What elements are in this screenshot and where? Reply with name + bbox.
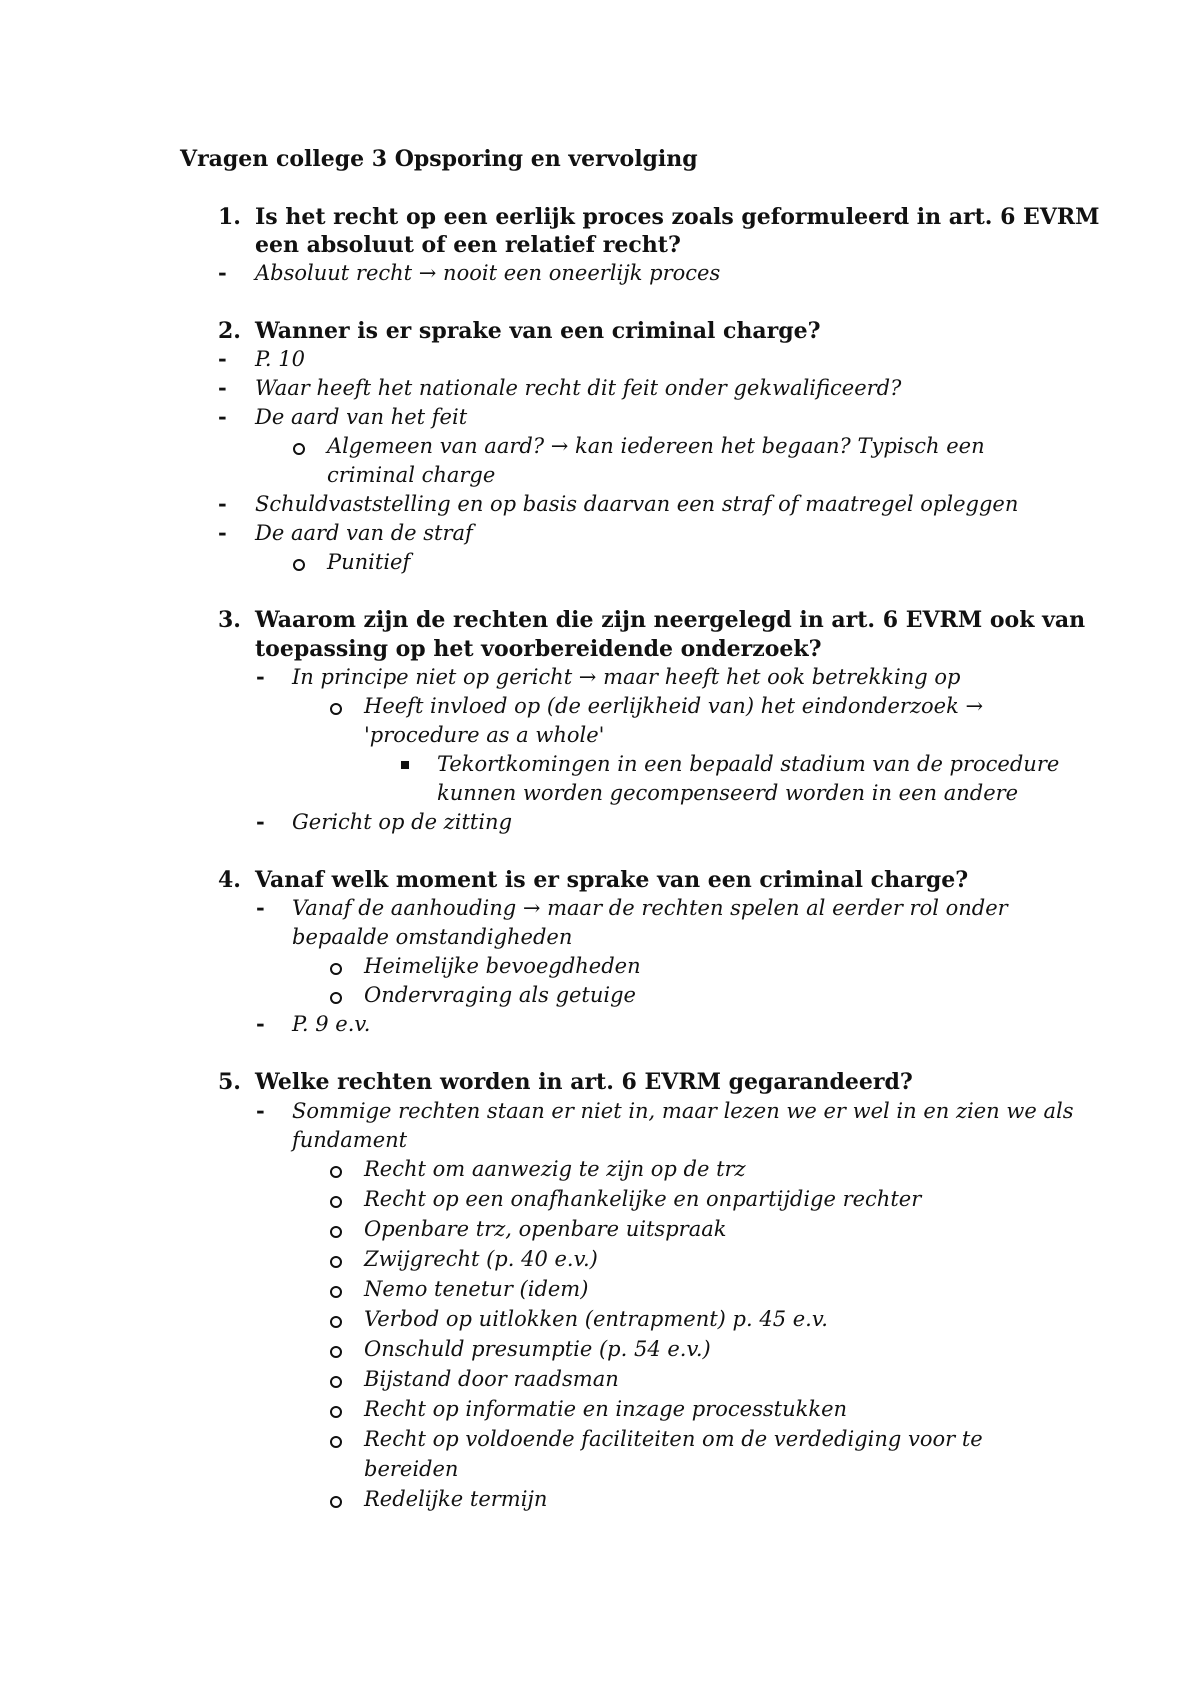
answer-text: bereiden xyxy=(364,1457,459,1481)
question-text: Wanner is er sprake van een criminal charge? xyxy=(255,318,821,344)
circle-bullet-icon xyxy=(330,963,342,975)
answer-text: De aard van de straf xyxy=(255,521,473,545)
circle-bullet-icon xyxy=(330,1226,342,1238)
square-bullet-icon xyxy=(401,761,409,769)
question-number: 3. xyxy=(218,607,241,633)
question-number: 5. xyxy=(218,1069,241,1095)
question-text: Waarom zijn de rechten die zijn neergelegd in art. 6 EVRM ook van xyxy=(255,607,1086,633)
circle-bullet-icon xyxy=(330,1346,342,1358)
circle-bullet-icon xyxy=(330,1376,342,1388)
answer-text: Nemo tenetur (idem) xyxy=(364,1277,589,1301)
circle-bullet-icon xyxy=(330,1496,342,1508)
answer-text: criminal charge xyxy=(327,463,496,487)
dash-bullet: - xyxy=(256,664,265,689)
dash-bullet: - xyxy=(218,346,227,371)
circle-bullet-icon xyxy=(330,703,342,715)
dash-bullet: - xyxy=(256,1098,265,1123)
answer-text: Recht op informatie en inzage processtukken xyxy=(364,1397,848,1421)
answer-text: Zwijgrecht (p. 40 e.v.) xyxy=(364,1247,598,1271)
answer-text: Vanaf de aanhouding → maar de rechten spelen al eerder rol onder xyxy=(292,896,1008,920)
answer-text: Heeft invloed op (de eerlijkheid van) het eindonderzoek → xyxy=(364,694,984,718)
question-number: 4. xyxy=(218,867,241,893)
circle-bullet-icon xyxy=(330,1406,342,1418)
circle-bullet-icon xyxy=(330,1196,342,1208)
circle-bullet-icon xyxy=(330,992,342,1004)
question-text: toepassing op het voorbereidende onderzoek? xyxy=(255,636,822,662)
dash-bullet: - xyxy=(218,404,227,429)
answer-text: 'procedure as a whole' xyxy=(364,723,605,747)
answer-text: kunnen worden gecompenseerd worden in een andere xyxy=(437,781,1019,805)
answer-text: Punitief xyxy=(327,550,411,574)
dash-bullet: - xyxy=(256,895,265,920)
answer-text: Absoluut recht → nooit een oneerlijk proces xyxy=(255,261,721,285)
dash-bullet: - xyxy=(218,260,227,285)
answer-text: P. 10 xyxy=(255,347,305,371)
answer-text: Gericht op de zitting xyxy=(292,810,513,834)
circle-bullet-icon xyxy=(293,559,305,571)
answer-text: Onschuld presumptie (p. 54 e.v.) xyxy=(364,1337,711,1361)
answer-text: fundament xyxy=(292,1128,408,1152)
dash-bullet: - xyxy=(218,491,227,516)
answer-text: Openbare trz, openbare uitspraak xyxy=(364,1217,727,1241)
answer-text: Algemeen van aard? → kan iedereen het begaan? Typisch een xyxy=(327,434,985,458)
question-text: Vanaf welk moment is er sprake van een criminal charge? xyxy=(255,867,969,893)
answer-text: De aard van het feit xyxy=(255,405,468,429)
answer-text: Ondervraging als getuige xyxy=(364,983,636,1007)
answer-text: Sommige rechten staan er niet in, maar lezen we er wel in en zien we als xyxy=(292,1099,1074,1123)
answer-text: Recht op voldoende faciliteiten om de verdediging voor te xyxy=(364,1427,983,1451)
circle-bullet-icon xyxy=(293,443,305,455)
circle-bullet-icon xyxy=(330,1166,342,1178)
answer-text: Heimelijke bevoegdheden xyxy=(364,954,641,978)
answer-text: Waar heeft het nationale recht dit feit onder gekwalificeerd? xyxy=(255,376,902,400)
answer-text: Schuldvaststelling en op basis daarvan een straf of maatregel opleggen xyxy=(255,492,1019,516)
question-text: Welke rechten worden in art. 6 EVRM gegarandeerd? xyxy=(255,1069,913,1095)
question-number: 1. xyxy=(218,204,241,230)
answer-text: bepaalde omstandigheden xyxy=(292,925,573,949)
circle-bullet-icon xyxy=(330,1286,342,1298)
question-number: 2. xyxy=(218,318,241,344)
answer-text: Verbod op uitlokken (entrapment) p. 45 e.v. xyxy=(364,1307,828,1331)
question-text: Is het recht op een eerlijk proces zoals geformuleerd in art. 6 EVRM xyxy=(255,204,1100,230)
answer-text: Recht om aanwezig te zijn op de trz xyxy=(364,1157,746,1181)
dash-bullet: - xyxy=(256,809,265,834)
answer-text: Redelijke termijn xyxy=(364,1487,548,1511)
answer-text: Recht op een onafhankelijke en onpartijdige rechter xyxy=(364,1187,922,1211)
document-title: Vragen college 3 Opsporing en vervolging xyxy=(180,146,698,172)
circle-bullet-icon xyxy=(330,1436,342,1448)
circle-bullet-icon xyxy=(330,1256,342,1268)
question-text: een absoluut of een relatief recht? xyxy=(255,232,681,258)
answer-text: P. 9 e.v. xyxy=(292,1012,371,1036)
circle-bullet-icon xyxy=(330,1316,342,1328)
dash-bullet: - xyxy=(256,1011,265,1036)
answer-text: Bijstand door raadsman xyxy=(364,1367,619,1391)
answer-text: In principe niet op gericht → maar heeft het ook betrekking op xyxy=(292,665,961,689)
answer-text: Tekortkomingen in een bepaald stadium van de procedure xyxy=(437,752,1060,776)
dash-bullet: - xyxy=(218,520,227,545)
dash-bullet: - xyxy=(218,375,227,400)
